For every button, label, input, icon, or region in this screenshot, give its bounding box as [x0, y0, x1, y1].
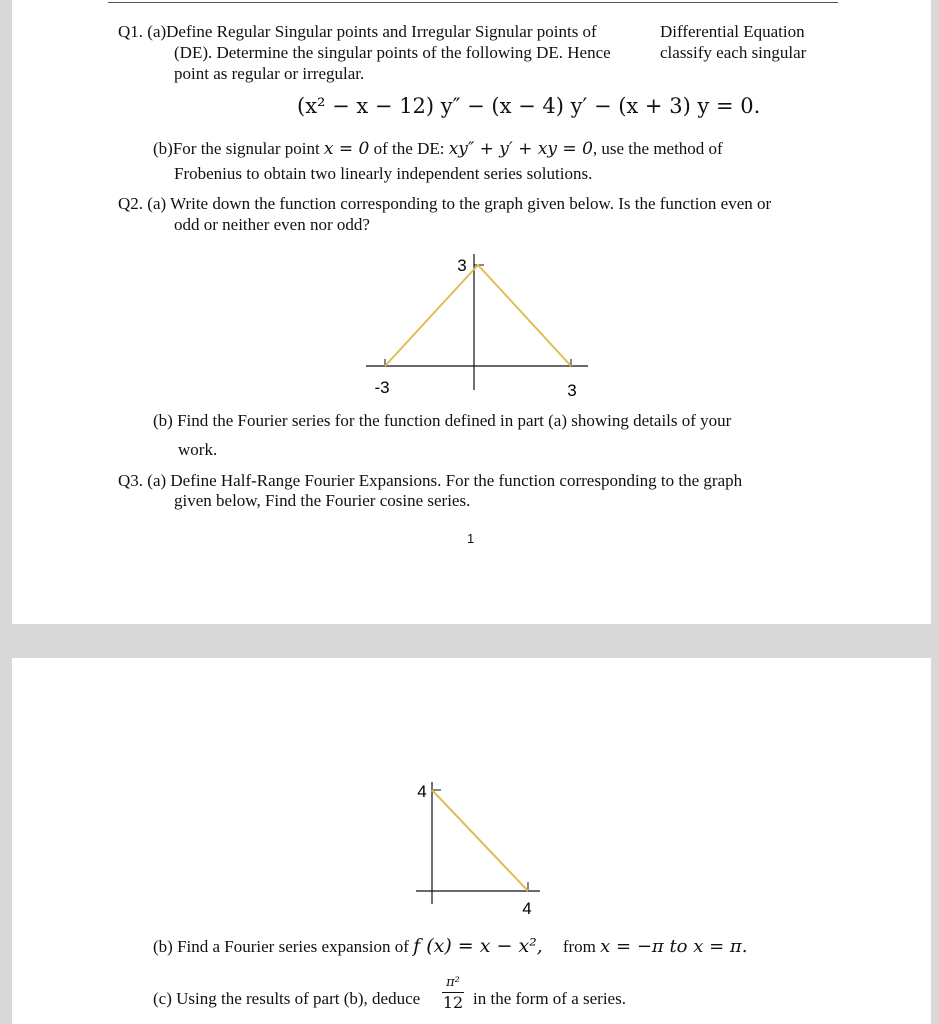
graph-1-triangle	[352, 248, 602, 398]
graph-2-triangle	[402, 776, 562, 918]
graph1-xtick-left-label: -3	[374, 378, 390, 397]
graph1-segment-right	[478, 265, 571, 366]
q1-line2-left: (DE). Determine the singular points of the following DE. Hence	[174, 43, 611, 62]
q2b-line2: work.	[178, 440, 218, 459]
q3c-fraction-denominator: 12	[442, 993, 464, 1012]
q1b-text-mid: of the DE:	[369, 139, 449, 158]
graph1-ytick-label: 3	[457, 256, 467, 275]
q1-line1-right: Differential Equation	[660, 22, 805, 41]
q2b-line1: (b) Find the Fourier series for the function defined in part (a) showing details of your	[153, 411, 732, 430]
q3-line1: Q3. (a) Define Half-Range Fourier Expansions. For the function corresponding to the graph	[118, 471, 743, 490]
q2-line1: Q2. (a) Write down the function corresponding to the graph given below. Is the function even or	[118, 194, 772, 213]
q3-line2: given below, Find the Fourier cosine series.	[174, 491, 471, 510]
graph2-xtick-right-label: 4	[522, 899, 532, 918]
q3b-line	[153, 936, 747, 957]
q1-line2-right: classify each singular	[660, 43, 807, 62]
document-page-1	[12, 0, 931, 624]
top-rule	[108, 2, 838, 3]
q2-line2: odd or neither even nor odd?	[174, 215, 370, 234]
document-page-2	[12, 658, 931, 1024]
q3b-function: f (x) = x − x²,	[413, 935, 543, 957]
q3c-text-post: in the form of a series.	[473, 989, 626, 1008]
graph1-segment-left	[385, 265, 478, 366]
q3c-fraction	[440, 974, 466, 1013]
q3b-range-pre: from	[562, 937, 601, 956]
q1b-text-pre: (b)For the signular point	[153, 139, 324, 158]
q1-line3: point as regular or irregular.	[174, 64, 365, 83]
q3b-text-pre: (b) Find a Fourier series expansion of	[153, 937, 414, 956]
graph1-xtick-right-label: 3	[567, 381, 577, 398]
q1b-point: x = 0	[323, 139, 370, 159]
q1-equation: (x² − x − 12) y″ − (x − 4) y′ − (x + 3) y = 0.	[297, 94, 761, 118]
q3b-range: x = −π to x = π.	[600, 936, 748, 957]
q1b-text-post: , use the method of	[592, 139, 723, 158]
q1b-line2: Frobenius to obtain two linearly independent series solutions.	[174, 164, 593, 183]
page-number: 1	[467, 531, 475, 546]
q1b-equation: xy″ + y′ + xy = 0	[448, 139, 593, 159]
graph2-segment	[432, 790, 528, 891]
q3c-text-pre: (c) Using the results of part (b), deduce	[153, 989, 421, 1008]
q1b-line1	[153, 138, 723, 160]
q3c-fraction-numerator: π²	[446, 975, 460, 990]
q1-line1-left: Q1. (a)Define Regular Singular points and Irregular Signular points of	[118, 22, 597, 41]
graph2-ytick-label: 4	[417, 782, 427, 801]
